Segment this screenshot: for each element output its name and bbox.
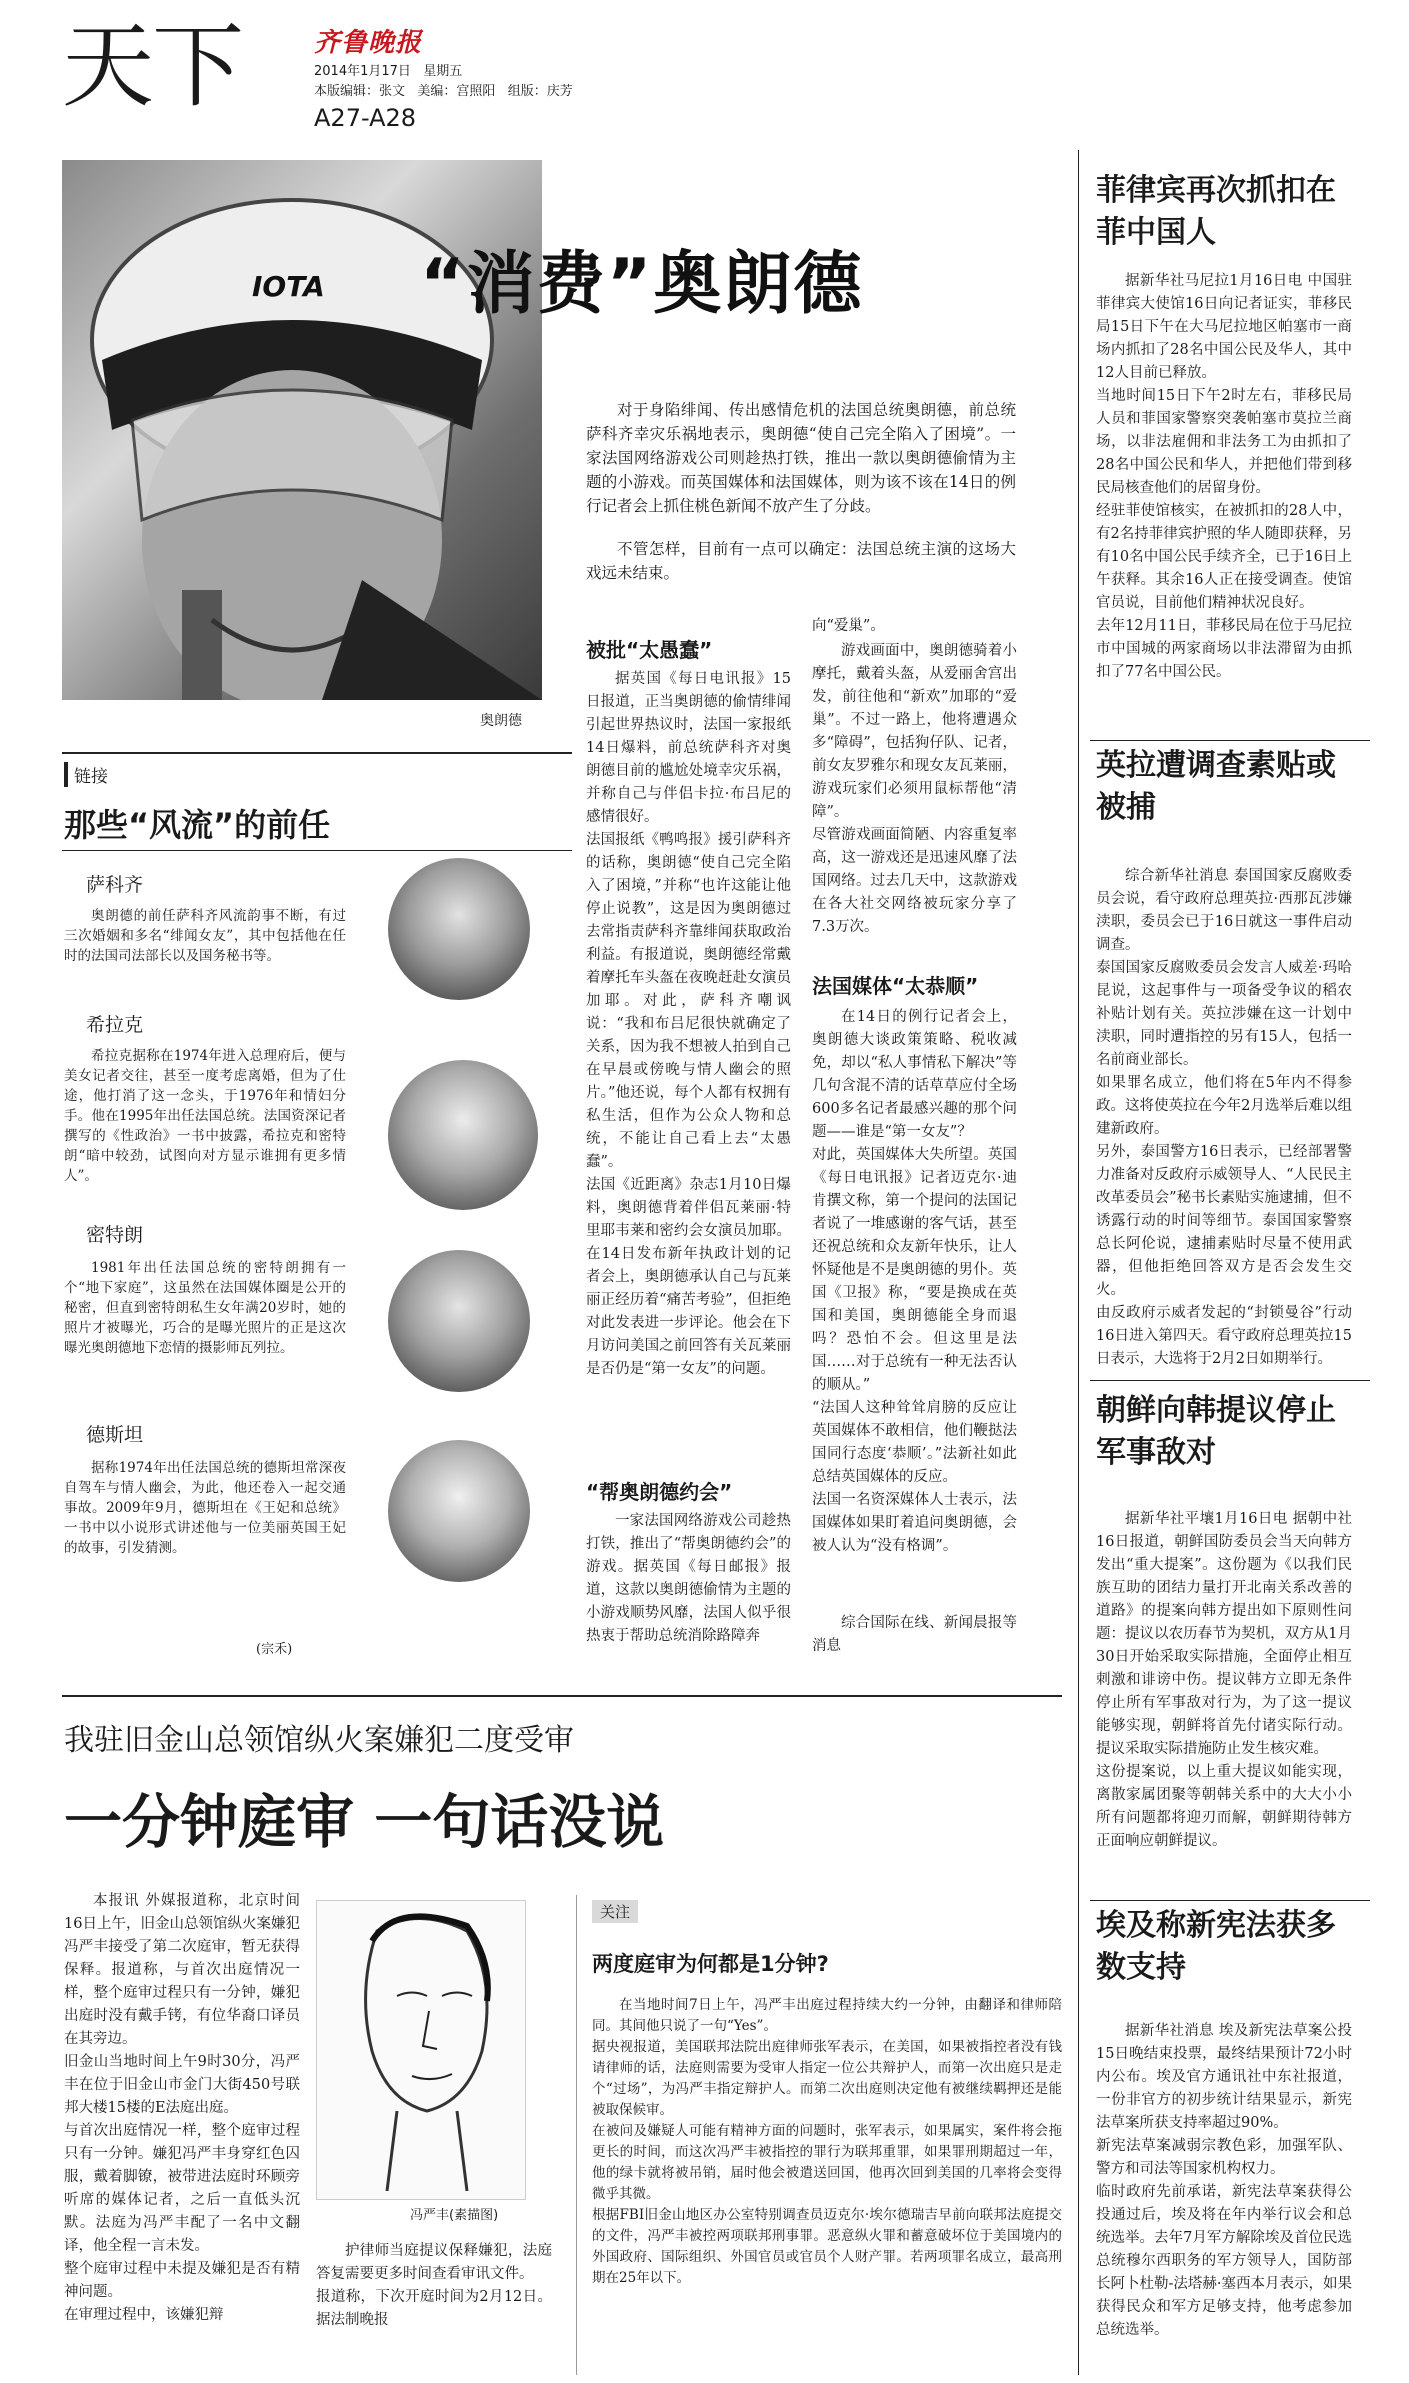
main-headline: “消费”奥朗德 <box>420 245 864 324</box>
person-text-mitterrand: 1981年出任法国总统的密特朗拥有一个“地下家庭”，这虽然在法国媒体圈是公开的秘密，但直到密特朗私生女年满20岁时，她的照片才被曝光，巧合的是曝光照片的正是这次曝光奥朗德地下恋情的摄影师瓦列拉。 <box>64 1260 346 1356</box>
main-column-2: 游戏画面中，奥朗德骑着小摩托，戴着头盔，从爱丽舍宫出发，前往他和“新欢”加耶的“爱巢”。不过一路上，他将遭遇众多“障碍”，包括狗仔队、记者，前女友罗雅尔和现女友瓦莱丽，游戏玩家们必须用鼠标帮他“清障”。 尽管游戏画面简陋、内容重复率高，这一游戏还是迅速风靡了法国网络。过去几天中，这款游戏在各大社交网络被玩家分享了7.3万次。 <box>812 643 1017 935</box>
brief-headline-philippines: 菲律宾再次抓扣在菲中国人 <box>1096 173 1336 250</box>
chirac-portrait <box>388 1060 538 1210</box>
brief-headline-thailand: 英拉遭调查素贴或被捕 <box>1096 748 1336 825</box>
section-title: 天下 <box>62 13 243 120</box>
person-name-mitterrand: 密特朗 <box>86 1224 144 1246</box>
bottom-body: 本报讯 外媒报道称，北京时间16日上午，旧金山总领馆纵火案嫌犯冯严丰接受了第二次庭审，暂无获得保释。报道称，与首次出庭情况一样，整个庭审过程只有一分钟，嫌犯出庭时没有戴手铐，有位华裔口译员在其旁边。 旧金山当地时间上午9时30分，冯严丰在位于旧金山市金门大街450号联邦大楼15楼的E法庭出庭。 与首次出庭情况一样，整个庭审过程只有一分钟。嫌犯冯严丰身穿红色囚服，戴着脚镣，被带进法庭时环顾旁听席的媒体记者，之后一直低头沉默。法庭为冯严丰配了一名中文翻译，他全程一言未发。 整个庭审过程中未提及嫌犯是否有精神问题。 在审理过程中，该嫌犯辩 <box>64 1893 300 2323</box>
page-range: A27-A28 <box>314 104 417 132</box>
bottom-body-2: 护律师当庭提议保释嫌犯，法庭答复需要更多时间查看审讯文件。 报道称，下次开庭时间为2月12日。 据法制晚报 <box>316 2243 552 2328</box>
link-tag: 链接 <box>64 762 114 787</box>
main-column-1b: 一家法国网络游戏公司趁热打铁，推出了“帮奥朗德约会”的游戏。据英国《每日邮报》报道，这款以奥朗德偷情为主题的小游戏顺势风靡，法国人似乎很热衷于帮助总统消除路障奔 <box>586 1513 791 1644</box>
sketch-caption: 冯严丰(素描图) <box>410 2208 499 2223</box>
person-text-chirac: 希拉克据称在1974年进入总理府后，便与美女记者交往，甚至一度考虑离婚，但为了仕途，他打消了这一念头，于1976年和情妇分手。他在1995年出任法国总统。法国资深记者撰写的《性政治》一书中披露，希拉克和密特朗“暗中较劲，试图向对方显示谁拥有更多情人”。 <box>64 1048 346 1184</box>
suspect-sketch <box>316 1900 526 2200</box>
subhead-too-stupid: 被批“太愚蠢” <box>586 638 713 662</box>
note-body: 在当地时间7日上午，冯严丰出庭过程持续大约一分钟，由翻译和律师陪同。其间他只说了一句“Yes”。 据央视报道，美国联邦法院出庭律师张军表示，在美国，如果被指控者没有钱请律师的话，法庭则需要为受审人指定一位公共辩护人，而第一次出庭只是走个“过场”，为冯严丰指定辩护人。而第二次出庭则决定他有被继续羁押还是能被取保候审。 在被问及嫌疑人可能有精神方面的问题时，张军表示，如果属实，案件将会拖更长的时间，而这次冯严丰被指控的罪行为联邦重罪，如果罪刑期超过一年，他的绿卡就将被吊销，届时他会被遣送回国，他再次回到美国的几率将会变得微乎其微。 根据FBI旧金山地区办公室特别调查员迈克尔·埃尔德瑞吉早前向联邦法庭提交的文件，冯严丰被控两项联邦刑事罪。恶意纵火罪和蓄意破坏位于美国境内的外国政府、国际组织、外国官员或官员个人财产罪。若两项罪名成立，最高刑期在25年以下。 <box>592 1997 1062 2286</box>
newspaper-logo: 齐鲁晚报 <box>314 28 423 58</box>
brief-body-thailand: 综合新华社消息 泰国国家反腐败委员会说，看守政府总理英拉·西那瓦涉嫌渎职，委员会已于16日就这一事件启动调查。 泰国国家反腐败委员会发言人威差·玛哈昆说，这起事件与一项备受争议的稻农补贴计划有关。英拉涉嫌在这一计划中渎职，同时遭指控的另有15人，包括一名前商业部长。 如果罪名成立，他们将在5年内不得参政。这将使英拉在今年2月选举后难以组建新政府。 另外，泰国警方16日表示，已经部署警力准备对反政府示威领导人、“人民民主改革委员会”秘书长素贴实施逮捕，但不诱露行动的时间等细节。泰国国家警察总长阿伦说，逮捕素贴时尽量不使用武器，但他拒绝回答双方是否会发生交火。 由反政府示威者发起的“封锁曼谷”行动16日进入第四天。看守政府总理英拉15日表示，大选将于2月2日如期举行。 <box>1096 868 1352 1367</box>
person-text-sarkozy: 奥朗德的前任萨科齐风流韵事不断，有过三次婚姻和多名“绯闻女友”，其中包括他在任时的法国司法部长以及国务秘书等。 <box>64 908 346 964</box>
main-source: 综合国际在线、新闻晨报等消息 <box>812 1615 1017 1654</box>
destaing-portrait <box>388 1440 530 1582</box>
bottom-kicker: 我驻旧金山总领馆纵火案嫌犯二度受审 <box>64 1723 574 1758</box>
main-column-1: 据英国《每日电讯报》15日报道，正当奥朗德的偷情绯闻引起世界热议时，法国一家报纸14日爆料，前总统萨科齐对奥朗德目前的尴尬处境幸灾乐祸，并称自己与伴侣卡拉·布吕尼的感情很好。 法国报纸《鸭鸣报》援引萨科齐的话称，奥朗德“使自己完全陷入了困境，”并称“也许这能让他停止说教”，这是因为奥朗德过去常指责萨科齐靠绯闻获取政治利益。有报道说，奥朗德经常戴着摩托车头盔在夜晚赶赴女演员加耶。对此，萨科齐嘲讽说：“我和布吕尼很快就确定了关系，因为我不想被人拍到自己在早晨或傍晚与情人幽会的照片。”他还说，每个人都有权拥有私生活，但作为公众人物和总统，不能让自己看上去“太愚蠢”。 法国《近距离》杂志1月10日爆料，奥朗德背着伴侣瓦莱丽·特里耶韦莱和密约会女演员加耶。在14日发布新年执政计划的记者会上，奥朗德承认自己与瓦莱丽正经历着“痛苦考验”，但拒绝对此发表进一步评论。他会在下月访问美国之前回答有关瓦莱丽是否仍是“第一女友”的问题。 <box>586 671 791 1377</box>
brief-body-egypt: 据新华社消息 埃及新宪法草案公投15日晚结束投票，最终结果预计72小时内公布。埃及官方通讯社中东社报道，一份非官方的初步统计结果显示，新宪法草案所获支持率超过90%。 新宪法草案减弱宗教色彩，加强军队、警方和司法等国家机构权力。 临时政府先前承诺，新宪法草案获得公投通过后，埃及将在年内举行议会和总统选举。去年7月军方解除埃及首位民选总统穆尔西职务的军方领导人，国防部长阿卜杜勒-法塔赫·塞西本月表示，如果获得民众和军方足够支持，他考虑参加总统选举。 <box>1096 2023 1352 2338</box>
brief-body-philippines: 据新华社马尼拉1月16日电 中国驻菲律宾大使馆16日向记者证实，菲移民局15日下午在大马尼拉地区帕塞市一商场内抓扣了28名中国公民及华人，其中12人目前已释放。 当地时间15日下午2时左右，菲移民局人员和菲国家警察突袭帕塞市莫拉兰商场，以非法雇佣和非法务工为由抓扣了28名中国公民和华人，并把他们带到移民局核查他们的居留身份。 经驻菲使馆核实，在被抓扣的28人中，有2名持菲律宾护照的华人随即获释，另有10名中国公民手续齐全，已于16日上午获释。其余16人正在接受调查。使馆官员说，目前他们精神状况良好。 去年12月11日，菲移民局在位于马尼拉市中国城的两家商场以非法滞留为由抓扣了77名中国公民。 <box>1096 273 1352 680</box>
subhead-too-deferential: 法国媒体“太恭顺” <box>812 974 979 998</box>
sketch-drawing <box>317 1901 526 2200</box>
brief-body-korea: 据新华社平壤1月16日电 据朝中社16日报道，朝鲜国防委员会当天向韩方发出“重大提案”。这份题为《以我们民族互助的团结力量打开北南关系改善的道路》的提案向韩方提出如下原则性问题：提议以农历春节为契机，双方从1月30日开始采取实际措施，全面停止相互刺激和诽谤中伤。提议韩方立即无条件停止所有军事敌对行为，为了这一提议能够实现，朝鲜将首先付诸实际行动。提议采取实际措施防止发生核灾难。 这份提案说，以上重大提议如能实现，离散家属团聚等朝韩关系中的大大小小所有问题都将迎刃而解，朝鲜期待韩方正面响应朝鲜提议。 <box>1096 1511 1352 1849</box>
sidebar-headline: 那些“风流”的前任 <box>64 806 331 844</box>
person-name-sarkozy: 萨科齐 <box>86 874 144 896</box>
editors-line: 本版编辑：张文 美编：宫照阳 组版：庆芳 <box>314 84 573 99</box>
note-title: 两度庭审为何都是1分钟? <box>592 1952 829 1976</box>
note-tag: 关注 <box>592 1900 638 1923</box>
main-intro-conclusion: 不管怎样，目前有一点可以确定：法国总统主演的这场大戏远未结束。 <box>586 540 1016 582</box>
sarkozy-portrait <box>388 858 530 1000</box>
brief-headline-egypt: 埃及称新宪法获多数支持 <box>1096 1908 1336 1985</box>
masthead <box>62 13 652 132</box>
person-name-chirac: 希拉克 <box>86 1014 144 1036</box>
subhead-date-game: “帮奥朗德约会” <box>586 1480 733 1504</box>
photo-caption: 奥朗德 <box>480 713 522 729</box>
person-name-destaing: 德斯坦 <box>86 1424 144 1446</box>
main-intro: 对于身陷绯闻、传出感情危机的法国总统奥朗德，前总统萨科齐幸灾乐祸地表示，奥朗德“使自己完全陷入了困境”。一家法国网络游戏公司则趁热打铁，推出一款以奥朗德偷情为主题的小游戏。而英国媒体和法国媒体，则为该不该在14日的例行记者会上抓住桃色新闻不放产生了分歧。 <box>586 401 1016 515</box>
helmet-brand-text: IOTA <box>252 270 325 303</box>
date-line: 2014年1月17日 星期五 <box>314 64 463 79</box>
mitterrand-portrait <box>388 1250 530 1392</box>
main-column-2b: 在14日的例行记者会上，奥朗德大谈政策策略、税收减免，却以“私人事情私下解决”等几句含混不清的话草草应付全场600多名记者最感兴趣的那个问题——谁是“第一女友”？ 对此，英国媒体大失所望。英国《每日电讯报》记者迈克尔·迪肯撰文称，第一个提问的法国记者说了一堆感谢的客气话，甚至还祝总统和众友新年快乐，让人怀疑他是不是奥朗德的男仆。英国《卫报》称，“要是换成在英国和美国，奥朗德能全身而退吗？恐怕不会。但这里是法国……对于总统有一种无法否认的顺从。” “法国人这种耸耸肩膀的反应让英国媒体不敢相信，他们鞭挞法国同行态度‘恭顺’。”法新社如此总结英国媒体的反应。 法国一名资深媒体人士表示，法国媒体如果盯着追问奥朗德，会被人认为“没有格调”。 <box>812 1009 1017 1554</box>
sidebar-credit: (宗禾) <box>256 1642 293 1657</box>
bottom-headline: 一分钟庭审 一句话没说 <box>64 1788 665 1856</box>
brief-headline-korea: 朝鲜向韩提议停止军事敌对 <box>1096 1393 1336 1470</box>
main-column-2-top: 向“爱巢”。 <box>812 618 885 634</box>
person-text-destaing: 据称1974年出任法国总统的德斯坦常深夜自驾车与情人幽会，为此，他还卷入一起交通事故。2009年9月，德斯坦在《王妃和总统》一书中以小说形式讲述他与一位美丽英国王妃的故事，引发猜测。 <box>64 1460 346 1556</box>
